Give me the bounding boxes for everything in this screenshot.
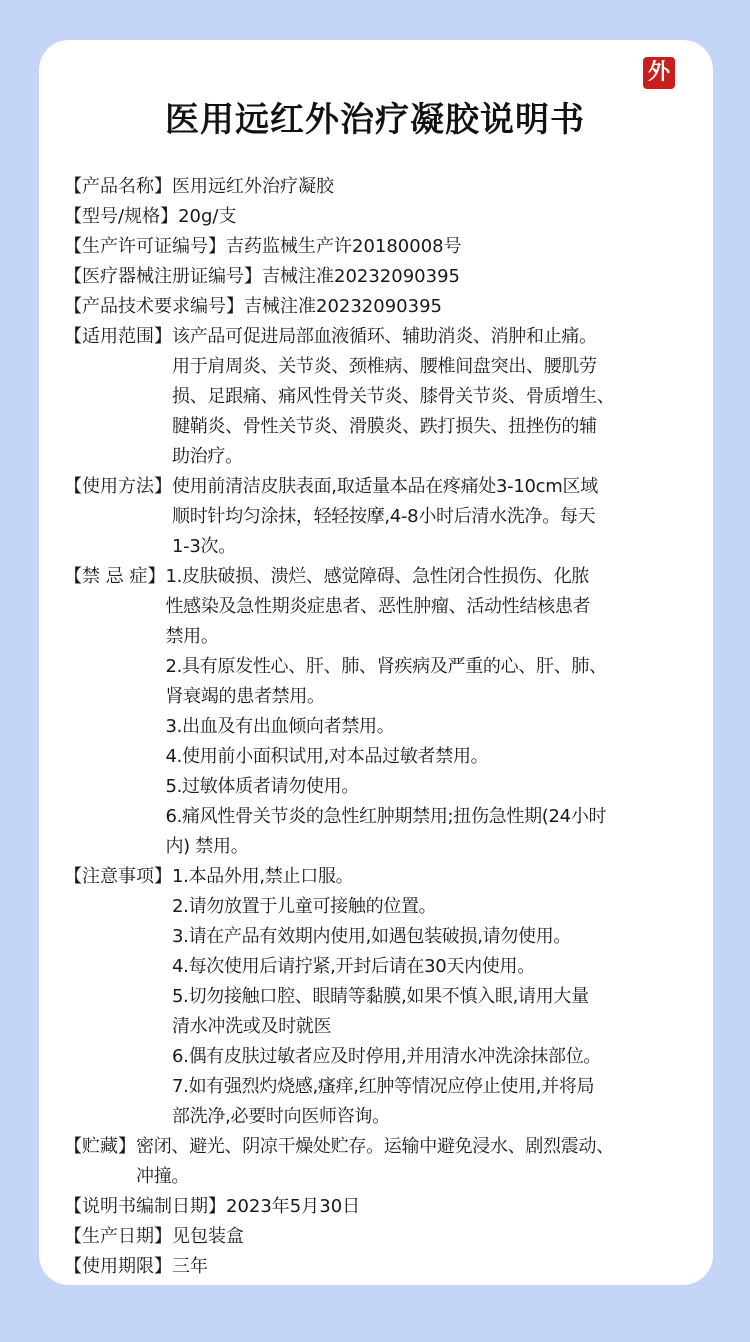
- product-name-row: [64, 172, 704, 202]
- scope-row: [64, 322, 704, 472]
- scope-line: 腱鞘炎、骨性关节炎、滑膜炎、跌打损失、扭挫伤的辅: [172, 416, 597, 437]
- scope-line: 助治疗。: [172, 446, 243, 467]
- scope-line: 该产品可促进局部血液循环、辅助消炎、消肿和止痛。: [172, 326, 597, 347]
- scope-line: 用于肩周炎、关节炎、颈椎病、腰椎间盘突出、腰肌劳: [172, 356, 597, 377]
- precaution-line: 6.偶有皮肤过敏者应及时停用,并用清水冲洗涂抹部位。: [172, 1046, 602, 1067]
- production-license-value: 吉药监械生产许20180008号: [226, 236, 462, 257]
- registration-no-value: 吉械注准20232090395: [262, 266, 460, 287]
- contraindication-line: 3.出血及有出血倾向者禁用。: [165, 716, 395, 737]
- contraindications-row: [64, 562, 704, 862]
- production-date-row: [64, 1222, 704, 1252]
- contraindications-text: [165, 562, 704, 862]
- compile-date-label: 【说明书编制日期】: [64, 1196, 226, 1217]
- validity-label: 【使用期限】: [64, 1256, 172, 1277]
- storage-line: 密闭、避光、阴凉干燥处贮存。运输中避免浸水、剧烈震动、: [136, 1136, 614, 1157]
- precaution-line: 4.每次使用后请拧紧,开封后请在30天内使用。: [172, 956, 535, 977]
- usage-line: 使用前清洁皮肤表面,取适量本品在疼痛处3-10cm区域: [172, 476, 598, 497]
- tech-req-no-label: 【产品技术要求编号】: [64, 296, 244, 317]
- production-license-row: [64, 232, 704, 262]
- precaution-line: 清水冲洗或及时就医: [172, 1016, 332, 1037]
- scope-line: 损、足跟痛、痛风性骨关节炎、膝骨关节炎、骨质增生、: [172, 386, 615, 407]
- compile-date-row: [64, 1192, 704, 1222]
- contraindications-label: 【禁 忌 症】: [64, 566, 166, 587]
- precaution-line: 部洗净,必要时向医师咨询。: [172, 1106, 390, 1127]
- precautions-label: 【注意事项】: [64, 866, 172, 887]
- usage-text: [172, 472, 704, 562]
- scope-label: 【适用范围】: [64, 326, 172, 347]
- precautions-row: [64, 862, 704, 1132]
- scope-text: [172, 322, 704, 472]
- model-value: 20g/支: [178, 206, 237, 227]
- validity-row: [64, 1252, 704, 1282]
- precaution-line: 7.如有强烈灼烧感,瘙痒,红肿等情况应停止使用,并将局: [172, 1076, 595, 1097]
- contraindication-line: 内) 禁用。: [165, 836, 249, 857]
- precaution-line: 3.请在产品有效期内使用,如遇包装破损,请勿使用。: [172, 926, 572, 947]
- page-title: 医用远红外治疗凝胶说明书: [165, 100, 585, 140]
- validity-value: 三年: [172, 1256, 208, 1277]
- usage-row: [64, 472, 704, 562]
- contraindication-line: 4.使用前小面积试用,对本品过敏者禁用。: [165, 746, 489, 767]
- external-use-badge: 外: [643, 57, 675, 89]
- precautions-text: [172, 862, 704, 1132]
- product-name-label: 【产品名称】: [64, 176, 172, 197]
- storage-row: [64, 1132, 704, 1192]
- registration-no-label: 【医疗器械注册证编号】: [64, 266, 262, 287]
- precaution-line: 5.切勿接触口腔、眼睛等黏膜,如果不慎入眼,请用大量: [172, 986, 589, 1007]
- contraindication-line: 6.痛风性骨关节炎的急性红肿期禁用;扭伤急性期(24小时: [165, 806, 607, 827]
- instruction-content: [64, 172, 704, 1282]
- precaution-line: 1.本品外用,禁止口服。: [172, 866, 354, 887]
- contraindication-line: 2.具有原发性心、肝、肺、肾疾病及严重的心、肝、肺、: [165, 656, 607, 677]
- production-date-value: 见包装盒: [172, 1226, 244, 1247]
- product-name-value: 医用远红外治疗凝胶: [172, 176, 334, 197]
- contraindication-line: 性感染及急性期炎症患者、恶性肿瘤、活动性结核患者: [165, 596, 591, 617]
- compile-date-value: 2023年5月30日: [226, 1196, 361, 1217]
- registration-no-row: [64, 262, 704, 292]
- model-label: 【型号/规格】: [64, 206, 179, 227]
- model-row: [64, 202, 704, 232]
- storage-line: 冲撞。: [136, 1166, 190, 1187]
- contraindication-line: 5.过敏体质者请勿使用。: [165, 776, 360, 797]
- storage-label: 【贮藏】: [64, 1136, 136, 1157]
- tech-req-no-row: [64, 292, 704, 322]
- usage-line: 顺时针均匀涂抹，轻轻按摩,4-8小时后清水洗净。每天: [172, 506, 596, 527]
- precaution-line: 2.请勿放置于儿童可接触的位置。: [172, 896, 437, 917]
- contraindication-line: 禁用。: [165, 626, 219, 647]
- storage-text: [136, 1132, 704, 1192]
- production-date-label: 【生产日期】: [64, 1226, 172, 1247]
- usage-label: 【使用方法】: [64, 476, 172, 497]
- contraindication-line: 肾衰竭的患者禁用。: [165, 686, 325, 707]
- contraindication-line: 1.皮肤破损、溃烂、感觉障碍、急性闭合性损伤、化脓: [165, 566, 590, 587]
- usage-line: 1-3次。: [172, 536, 236, 557]
- production-license-label: 【生产许可证编号】: [64, 236, 226, 257]
- tech-req-no-value: 吉械注准20232090395: [244, 296, 442, 317]
